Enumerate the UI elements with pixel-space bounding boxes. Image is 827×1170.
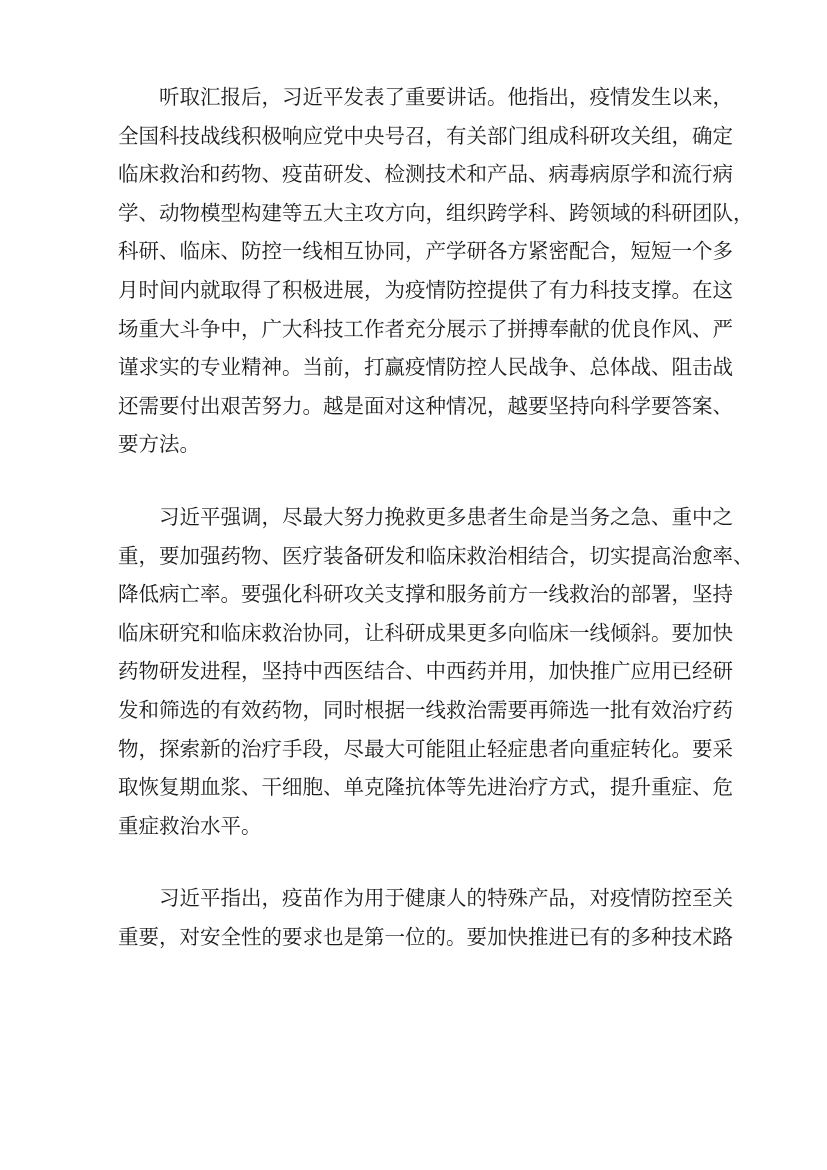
text-line: 临床救治和药物、疫苗研发、检测技术和产品、病毒病原学和流行病 [118, 162, 733, 187]
paragraph-spacer [118, 845, 716, 879]
text-line: 还需要付出艰苦努力。越是面对这种情况，越要坚持向科学要答案、 [118, 393, 733, 418]
text-line: 物，探索新的治疗手段，尽最大可能阻止轻症患者向重症转化。要采 [118, 736, 733, 761]
paragraph-2 [118, 498, 754, 845]
text-line: 科研、临床、防控一线相互协同，产学研各方紧密配合，短短一个多 [118, 239, 733, 264]
text-line: 学、动物模型构建等五大主攻方向，组织跨学科、跨领域的科研团队， [118, 200, 754, 225]
text-line: 重要，对安全性的要求也是第一位的。要加快推进已有的多种技术路 [118, 924, 733, 949]
text-line: 谨求实的专业精神。当前，打赢疫情防控人民战争、总体战、阻击战 [118, 355, 733, 380]
paragraph-1 [118, 78, 754, 464]
text-line: 重，要加强药物、医疗装备研发和临床救治相结合，切实提高治愈率、 [118, 543, 754, 568]
text-line: 场重大斗争中，广大科技工作者充分展示了拼搏奉献的优良作风、严 [118, 316, 733, 341]
paragraph-spacer [118, 464, 716, 498]
text-line: 月时间内就取得了积极进展，为疫情防控提供了有力科技支撑。在这 [118, 277, 733, 302]
text-line: 习近平指出，疫苗作为用于健康人的特殊产品，对疫情防控至关 [159, 886, 733, 911]
text-line: 听取汇报后，习近平发表了重要讲话。他指出，疫情发生以来， [159, 85, 733, 109]
document-body [118, 78, 754, 956]
text-line: 习近平强调，尽最大努力挽救更多患者生命是当务之急、重中之 [159, 504, 733, 529]
text-line: 重症救治水平。 [118, 813, 262, 838]
text-line: 全国科技战线积极响应党中央号召，有关部门组成科研攻关组，确定 [118, 123, 733, 148]
text-line: 要方法。 [118, 432, 200, 457]
text-line: 降低病亡率。要强化科研攻关支撑和服务前方一线救治的部署，坚持 [118, 582, 733, 607]
text-line: 发和筛选的有效药物，同时根据一线救治需要再筛选一批有效治疗药 [118, 697, 733, 722]
paragraph-3 [118, 879, 733, 956]
text-line: 临床研究和临床救治协同，让科研成果更多向临床一线倾斜。要加快 [118, 620, 733, 645]
text-line: 取恢复期血浆、干细胞、单克隆抗体等先进治疗方式，提升重症、危 [118, 775, 733, 800]
text-line: 药物研发进程，坚持中西医结合、中西药并用，加快推广应用已经研 [118, 659, 733, 684]
